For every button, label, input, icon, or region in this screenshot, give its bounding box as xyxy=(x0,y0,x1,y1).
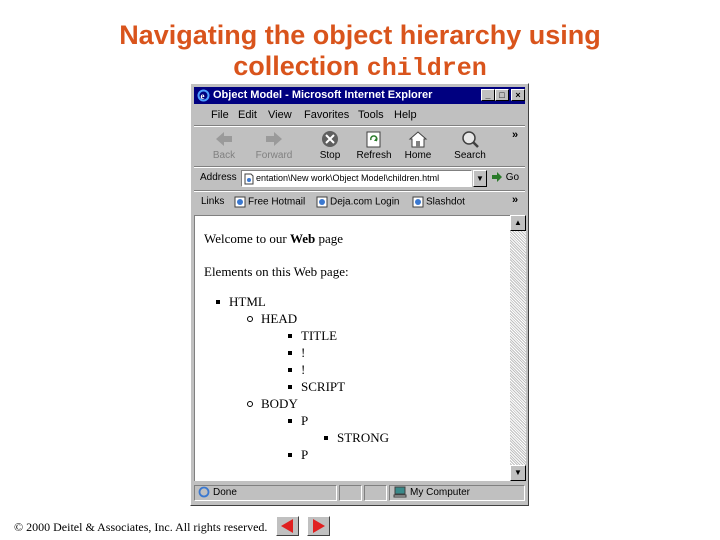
forward-label: Forward xyxy=(255,150,293,161)
address-bar xyxy=(194,168,525,190)
slide-title-line2 xyxy=(0,51,720,84)
page-icon xyxy=(244,173,254,185)
tree-item-label: TITLE xyxy=(301,328,338,343)
refresh-label: Refresh xyxy=(356,150,392,161)
toolbar xyxy=(194,127,525,165)
links-bar xyxy=(194,192,525,212)
links-label: Links xyxy=(201,196,225,207)
welcome-prefix: Welcome to our xyxy=(204,231,290,246)
search-icon xyxy=(459,129,481,149)
go-arrow-icon xyxy=(491,171,503,183)
link-label: Slashdot xyxy=(426,196,465,208)
status-cell xyxy=(339,485,362,501)
refresh-button[interactable] xyxy=(352,129,396,163)
right-arrow-icon xyxy=(308,517,329,535)
tree-item-label: HTML xyxy=(229,294,266,309)
links-more-icon[interactable]: » xyxy=(512,194,519,206)
title-bar[interactable] xyxy=(194,87,525,104)
status-cell xyxy=(364,485,387,501)
toolbar-more-icon[interactable]: » xyxy=(512,129,519,141)
link-deja-login[interactable] xyxy=(316,196,399,208)
close-button[interactable]: × xyxy=(511,89,525,101)
home-icon xyxy=(407,129,429,149)
welcome-bold: Web xyxy=(289,231,316,246)
search-button[interactable] xyxy=(448,129,492,163)
browser-window xyxy=(190,83,529,506)
menu-help[interactable]: Help xyxy=(394,109,417,121)
home-label: Home xyxy=(404,150,432,161)
window-title: Object Model - Microsoft Internet Explorer xyxy=(213,89,433,101)
circle-bullet-icon xyxy=(247,316,253,322)
link-page-icon xyxy=(316,196,328,208)
link-page-icon xyxy=(234,196,246,208)
square-bullet-icon xyxy=(216,300,220,304)
stop-label: Stop xyxy=(319,150,341,161)
vertical-scrollbar[interactable] xyxy=(510,215,526,481)
tree-item-label: ! xyxy=(301,345,306,360)
back-button[interactable] xyxy=(202,129,246,163)
square-bullet-icon xyxy=(288,368,292,372)
back-label: Back xyxy=(212,150,236,161)
elements-heading: Elements on this Web page: xyxy=(204,264,349,279)
ie-logo-icon xyxy=(197,89,210,102)
square-bullet-icon xyxy=(288,453,292,457)
forward-button[interactable] xyxy=(252,129,296,163)
square-bullet-icon xyxy=(288,385,292,389)
menu-edit[interactable]: Edit xyxy=(238,109,257,121)
address-dropdown-icon[interactable]: ▼ xyxy=(473,170,487,187)
tree-item-label: P xyxy=(301,447,309,462)
link-free-hotmail[interactable] xyxy=(234,196,305,208)
menu-tools[interactable]: Tools xyxy=(358,109,384,121)
welcome-suffix: page xyxy=(315,231,344,246)
tree-item-label: SCRIPT xyxy=(301,379,346,394)
address-input[interactable] xyxy=(241,170,472,187)
slide-title-line1: Navigating the object hierarchy using xyxy=(119,20,601,50)
forward-arrow-icon xyxy=(263,129,285,149)
link-page-icon xyxy=(412,196,424,208)
zone-cell xyxy=(389,485,525,501)
tree-item-label: STRONG xyxy=(337,430,390,445)
status-bar xyxy=(194,484,525,502)
menu-favorites[interactable]: Favorites xyxy=(304,109,350,121)
tree-item-label: P xyxy=(301,413,309,428)
square-bullet-icon xyxy=(288,419,292,423)
tree-item-label: ! xyxy=(301,362,306,377)
refresh-icon xyxy=(363,129,385,149)
slide-title-prefix: collection xyxy=(233,51,367,81)
stop-icon xyxy=(319,129,341,149)
search-label: Search xyxy=(454,150,486,161)
ie-page-icon xyxy=(198,486,210,498)
stop-button[interactable] xyxy=(308,129,352,163)
scroll-up-button[interactable]: ▲ xyxy=(510,215,526,231)
menu-view[interactable]: View xyxy=(268,109,292,121)
computer-icon xyxy=(393,486,407,498)
status-text: Done xyxy=(213,487,237,498)
minimize-button[interactable]: _ xyxy=(481,89,495,101)
page-content xyxy=(194,215,510,481)
address-label: Address xyxy=(200,172,237,183)
scroll-down-button[interactable]: ▼ xyxy=(510,465,526,481)
back-arrow-icon xyxy=(213,129,235,149)
copyright-footer: © 2000 Deitel & Associates, Inc. All rights reserved. xyxy=(14,520,268,534)
welcome-text xyxy=(204,231,343,247)
home-button[interactable] xyxy=(396,129,440,163)
tree-item-label: BODY xyxy=(261,396,298,411)
status-text-cell xyxy=(194,485,337,501)
zone-text: My Computer xyxy=(410,487,471,498)
next-slide-button[interactable] xyxy=(307,516,330,536)
previous-slide-button[interactable] xyxy=(276,516,299,536)
address-value: entation\New work\Object Model\children.html xyxy=(256,173,440,183)
circle-bullet-icon xyxy=(247,401,253,407)
square-bullet-icon xyxy=(288,351,292,355)
slide-title xyxy=(0,20,720,84)
menu-bar xyxy=(194,106,525,124)
square-bullet-icon xyxy=(288,334,292,338)
square-bullet-icon xyxy=(324,436,328,440)
link-slashdot[interactable] xyxy=(412,196,465,208)
go-button[interactable] xyxy=(491,170,523,187)
slide-title-code: children xyxy=(366,54,487,83)
left-arrow-icon xyxy=(277,517,298,535)
link-label: Deja.com Login xyxy=(330,196,400,208)
tree-item-label: HEAD xyxy=(261,311,298,326)
maximize-button[interactable]: □ xyxy=(495,89,509,101)
svg-text:e: e xyxy=(200,91,205,101)
menu-file[interactable]: File xyxy=(211,109,229,121)
go-label: Go xyxy=(505,172,520,183)
link-label: Free Hotmail xyxy=(248,196,306,208)
